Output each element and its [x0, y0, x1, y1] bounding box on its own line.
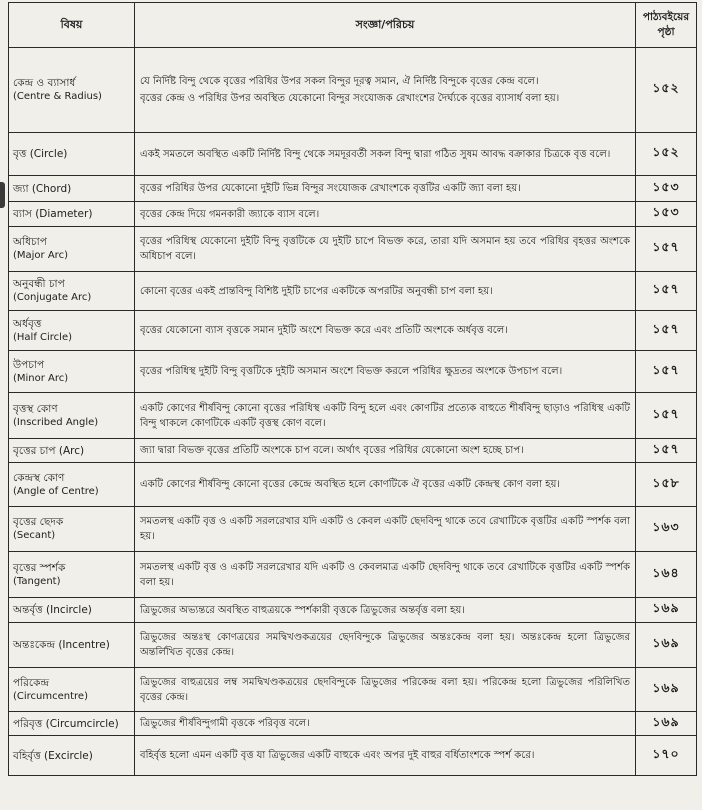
term-cell	[9, 736, 135, 776]
term-en: (Major Arc)	[13, 250, 68, 261]
page-number: ১৫৭	[636, 351, 697, 393]
definition-cell	[135, 311, 636, 351]
table-row	[9, 668, 697, 712]
term-bn: কেন্দ্রস্থ কোণ	[13, 471, 65, 484]
header-term: বিষয়	[9, 3, 135, 48]
table-row	[9, 463, 697, 507]
page-number: ১৫৩	[636, 202, 697, 227]
term-cell	[9, 272, 135, 311]
page-number: ১৫৩	[636, 176, 697, 202]
header-definition: সংজ্ঞা/পরিচয়	[135, 3, 636, 48]
term-en: (Circumcentre)	[13, 690, 88, 702]
term-cell	[9, 463, 135, 507]
definition-text: বৃত্তের পরিধিস্থ যেকোনো দুইটি বিন্দু বৃত্তটিকে যে দুইটি চাপে বিভক্ত করে, তারা যদি অসমান হয় তবে পরিধির বৃহত্তর অংশকে অধিচাপ বলে।	[140, 236, 630, 262]
definition-cell	[135, 133, 636, 176]
term-en: (Minor Arc)	[13, 372, 69, 384]
glossary-table	[8, 2, 697, 776]
term-en: (Tangent)	[13, 575, 61, 587]
glossary-sheet	[8, 2, 696, 808]
term-cell	[9, 393, 135, 439]
term-en: (Half Circle)	[13, 331, 73, 343]
term-bn: অন্তঃকেন্দ্র (Incentre)	[13, 639, 110, 651]
term-cell	[9, 712, 135, 736]
term-cell	[9, 598, 135, 623]
page-number: ১৬৯	[636, 712, 697, 736]
definition-text: যে নির্দিষ্ট বিন্দু থেকে বৃত্তের পরিধির উপর সকল বিন্দুর দূরত্ব সমান, ঐ নির্দিষ্ট বিন্দুকে বৃত্তের কেন্দ্র বলে।	[140, 76, 539, 87]
table-row	[9, 736, 697, 776]
definition-cell	[135, 463, 636, 507]
definition-text: বৃত্তের পরিধিস্থ দুইটি বিন্দু বৃত্তটিকে দুইটি অসমান অংশে বিভক্ত করলে পরিধির ক্ষুদ্রতর অংশকে উপচাপ বলে।	[140, 366, 563, 377]
page-edge-mark	[0, 182, 5, 208]
term-cell	[9, 202, 135, 227]
term-bn: কেন্দ্র ও ব্যাসার্ধ	[13, 77, 76, 89]
table-row	[9, 227, 697, 272]
table-row	[9, 552, 697, 598]
term-bn: বৃত্তের ছেদক	[13, 516, 64, 528]
page-number: ১৭০	[636, 736, 697, 776]
term-bn: অধিচাপ	[13, 236, 47, 248]
definition-cell	[135, 598, 636, 623]
page-number: ১৫৮	[636, 463, 697, 507]
page-number: ১৫৭	[636, 227, 697, 272]
table-row	[9, 202, 697, 227]
header-page	[636, 3, 697, 48]
term-en: (Inscribed Angle)	[13, 416, 99, 428]
term-bn: অর্ধবৃত্ত	[13, 317, 42, 330]
term-cell	[9, 133, 135, 176]
definition-text: সমতলস্থ একটি বৃত্ত ও একটি সরলরেখার যদি একটি ও কেবল একটি ছেদবিন্দু থাকে তবে রেখাটিকে বৃত্তটির একটি স্পর্শক বলা হয়।	[140, 516, 630, 542]
definition-cell	[135, 439, 636, 463]
term-bn: অনুবন্ধী চাপ	[13, 278, 65, 290]
page-number: ১৫৭	[636, 393, 697, 439]
term-cell	[9, 351, 135, 393]
term-bn: ব্যাস (Diameter)	[13, 208, 93, 220]
term-bn: অন্তর্বৃত্ত (Incircle)	[13, 604, 92, 616]
definition-text: বৃত্তের পরিধির উপর যেকোনো দুইটি ভিন্ন বিন্দুর সংযোজক রেখাংশকে বৃত্তটির একটি জ্যা বলা হয়।	[140, 183, 521, 194]
header-page-line1: পাঠ্যবইয়ের	[642, 11, 690, 23]
term-cell	[9, 552, 135, 598]
definition-text: জ্যা দ্বারা বিভক্ত বৃত্তের প্রতিটি অংশকে চাপ বলে। অর্থাৎ বৃত্তের পরিধির যেকোনো অংশ হচ্ছে চাপ।	[140, 445, 524, 456]
table-row	[9, 48, 697, 133]
term-cell	[9, 507, 135, 552]
definition-cell	[135, 736, 636, 776]
page-number: ১৬৯	[636, 668, 697, 712]
definition-text: বৃত্তের কেন্দ্র দিয়ে গমনকারী জ্যাকে ব্যাস বলে।	[140, 208, 320, 220]
definition-text: বৃত্তের কেন্দ্র ও পরিধির উপর অবস্থিত যেকোনো বিন্দুর সংযোজক রেখাংশের দৈর্ঘ্যকে বৃত্তের ব্যাসার্ধ বলা হয়।	[140, 93, 560, 104]
term-cell	[9, 48, 135, 133]
definition-text: একটি কোণের শীর্ষবিন্দু কোনো বৃত্তের পরিধিস্থ একটি বিন্দু হলে এবং কোণটির প্রত্যেক বাহুতে শীর্ষবিন্দু ছাড়াও পরিধিস্থ একটি বিন্দু থাকলে কোণটিকে একটি বৃত্তস্থ কোণ বলে।	[140, 402, 630, 429]
table-row	[9, 176, 697, 202]
term-cell	[9, 623, 135, 668]
definition-text: ত্রিভুজের শীর্ষবিন্দুগামী বৃত্তকে পরিবৃত্ত বলে।	[140, 718, 310, 729]
header-page-line2: পৃষ্ঠা	[657, 26, 675, 38]
term-bn: বৃত্তস্থ কোণ	[13, 402, 58, 415]
page-number: ১৬৪	[636, 552, 697, 598]
definition-cell	[135, 623, 636, 668]
definition-text: কোনো বৃত্তের একই প্রান্তবিন্দু বিশিষ্ট দুইটি চাপের একটিকে অপরটির অনুবন্ধী চাপ বলা হয়।	[140, 285, 493, 297]
definition-cell	[135, 668, 636, 712]
page-number: ১৫২	[636, 133, 697, 176]
definition-cell	[135, 202, 636, 227]
definition-text: একই সমতলে অবস্থিত একটি নির্দিষ্ট বিন্দু থেকে সমদূরবর্তী সকল বিন্দু দ্বারা গঠিত সুষম আবদ্ধ বক্রাকার চিত্রকে বৃত্ত বলে।	[140, 148, 611, 160]
definition-cell	[135, 712, 636, 736]
term-en: (Conjugate Arc)	[13, 292, 92, 303]
page-number: ১৫৭	[636, 439, 697, 463]
definition-cell	[135, 351, 636, 393]
table-row	[9, 712, 697, 736]
table-row	[9, 598, 697, 623]
page-number: ১৫৭	[636, 311, 697, 351]
definition-text: সমতলস্থ একটি বৃত্ত ও একটি সরলরেখার যদি একটি ও কেবলমাত্র একটি ছেদবিন্দু থাকে তবে রেখাটিকে বৃত্তটির একটি স্পর্শক বলা হয়।	[140, 561, 630, 588]
definition-cell	[135, 393, 636, 439]
term-bn: বহির্বৃত্ত (Excircle)	[13, 749, 93, 762]
page-number: ১৫২	[636, 48, 697, 133]
term-en: (Centre & Radius)	[13, 91, 102, 102]
term-cell	[9, 439, 135, 463]
term-bn: পরিবৃত্ত (Circumcircle)	[13, 717, 119, 730]
definition-text: ত্রিভুজের অন্তঃস্থ কোণত্রয়ের সমদ্বিখণ্ডকত্রয়ের ছেদবিন্দুকে ত্রিভুজের অন্তঃকেন্দ্র বলা হয়। অন্তঃকেন্দ্র হলো ত্রিভুজের অন্তর্লিখিত বৃত্তের কেন্দ্র।	[140, 632, 630, 658]
table-row	[9, 351, 697, 393]
table-row	[9, 311, 697, 351]
definition-cell	[135, 176, 636, 202]
term-bn: জ্যা (Chord)	[13, 182, 72, 195]
term-en: (Secant)	[13, 530, 56, 541]
term-bn: উপচাপ	[13, 358, 45, 371]
definition-cell	[135, 552, 636, 598]
term-bn: বৃত্তের স্পর্শক	[13, 561, 66, 574]
term-bn: বৃত্তের চাপ (Arc)	[13, 444, 85, 457]
definition-cell	[135, 272, 636, 311]
table-row	[9, 393, 697, 439]
page-number: ১৫৭	[636, 272, 697, 311]
definition-text: বহির্বৃত্ত হলো এমন একটি বৃত্ত যা ত্রিভুজের একটি বাহুকে এবং অপর দুই বাহুর বর্ধিতাংশকে স্পর্শ করে।	[140, 750, 535, 761]
page-number: ১৬৯	[636, 598, 697, 623]
definition-text: ত্রিভুজের বাহুত্রয়ের লম্ব সমদ্বিখণ্ডকত্রয়ের ছেদবিন্দুকে ত্রিভুজের পরিকেন্দ্র বলা হয়। পরিকেন্দ্র হলো ত্রিভুজের পরিলিখিত বৃত্তের কেন্দ্র।	[140, 676, 630, 703]
page-number: ১৬৩	[636, 507, 697, 552]
table-row	[9, 507, 697, 552]
term-cell	[9, 176, 135, 202]
table-row	[9, 439, 697, 463]
definition-text: ত্রিভুজের অভ্যন্তরে অবস্থিত বাহুত্রয়কে স্পর্শকারী বৃত্তকে ত্রিভুজের অন্তর্বৃত্ত বলা হয়।	[140, 604, 465, 616]
table-row	[9, 133, 697, 176]
term-bn: বৃত্ত (Circle)	[13, 148, 68, 160]
definition-cell	[135, 48, 636, 133]
table-row	[9, 623, 697, 668]
table-header-row	[9, 3, 697, 48]
term-cell	[9, 668, 135, 712]
definition-text: বৃত্তের যেকোনো ব্যাস বৃত্তকে সমান দুইটি অংশে বিভক্ত করে এবং প্রতিটি অংশকে অর্ধবৃত্ত বলে।	[140, 325, 508, 336]
definition-cell	[135, 507, 636, 552]
page-number: ১৬৯	[636, 623, 697, 668]
definition-cell	[135, 227, 636, 272]
term-bn: পরিকেন্দ্র	[13, 676, 49, 689]
term-cell	[9, 311, 135, 351]
term-cell	[9, 227, 135, 272]
definition-text: একটি কোণের শীর্ষবিন্দু কোনো বৃত্তের কেন্দ্রে অবস্থিত হলে কোণটিকে ঐ বৃত্তের একটি কেন্দ্রস্থ কোণ বলা হয়।	[140, 479, 560, 490]
term-en: (Angle of Centre)	[13, 485, 99, 497]
table-row	[9, 272, 697, 311]
